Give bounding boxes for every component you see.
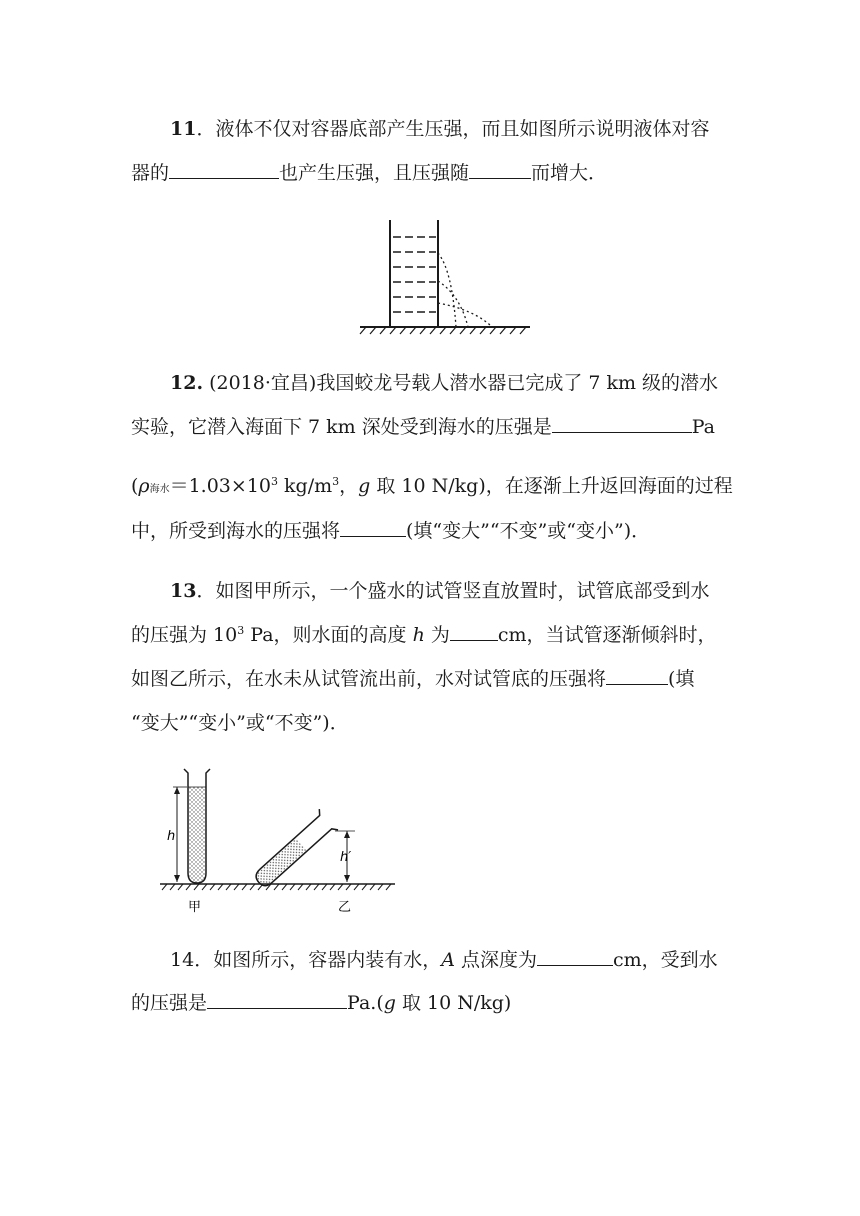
q14-text-2b: Pa.( <box>347 992 384 1014</box>
q12-text-3d: 取 10 N/kg)，在逐渐上升返回海面的过程 <box>370 475 733 497</box>
q13-text-2d: cm，当试管逐渐倾斜时， <box>497 624 717 646</box>
q11-text-1: ．液体不仅对容器底部产生压强，而且如图所示说明液体对容 <box>196 118 710 140</box>
fig-label-h-prime: h′ <box>340 850 352 865</box>
fig-label-jia: 甲 <box>188 900 202 915</box>
q13-figure <box>155 765 400 925</box>
q14-text-1b: 点深度为 <box>454 949 537 971</box>
q12-line-3: (ρ海水$=1.03\times 10^3$ $kg/m^3$，g 取 10 N/kg)，在逐渐上升返回海面的过程 <box>131 475 733 497</box>
q14-line-1 <box>170 947 718 972</box>
q13-text-1: ．如图甲所示，一个盛水的试管竖直放置时，试管底部受到水 <box>196 580 710 602</box>
q14-blank-2[interactable] <box>207 990 347 1009</box>
g-symbol: g <box>358 475 371 497</box>
q11-text-2a: 器的 <box>131 162 170 184</box>
q11-line-2 <box>131 160 607 185</box>
q11-blank-2[interactable] <box>469 160 531 179</box>
rho-subscript: 海水 <box>149 484 170 495</box>
q12-blank-2[interactable] <box>340 518 406 537</box>
q12-line-1 <box>170 371 718 395</box>
q11-number: 11 <box>170 118 197 140</box>
q14-blank-1[interactable] <box>537 947 613 966</box>
rho-symbol: ρ <box>138 475 150 497</box>
q12-line-2 <box>131 414 715 439</box>
q13-text-2a: 的压强为 10 <box>131 624 238 646</box>
fig-label-h: h <box>167 829 176 844</box>
q13-line-2 <box>131 622 717 647</box>
q13-blank-2[interactable] <box>606 666 668 685</box>
q13-text-2b: Pa，则水面的高度 <box>244 624 413 646</box>
q13-text-3a: 如图乙所示，在水未从试管流出前，水对试管底的压强将 <box>131 668 607 690</box>
q12-text-2a: 实验，它潜入海面下 7 km 深处受到海水的压强是 <box>131 416 552 438</box>
q14-text-2a: 的压强是 <box>131 992 208 1014</box>
q12-exponent-2: 3 <box>332 475 340 488</box>
h-symbol: h <box>412 624 425 646</box>
q12-text-4a: 中，所受到海水的压强将 <box>131 520 341 542</box>
q13-text-2c: 为 <box>424 624 450 646</box>
q12-text-3b: kg/m <box>278 475 333 497</box>
q13-number: 13 <box>170 580 197 602</box>
q11-figure <box>360 215 535 335</box>
fig-label-yi: 乙 <box>338 900 352 915</box>
q12-text-2b: Pa <box>691 416 716 438</box>
q13-line-3 <box>131 666 694 691</box>
q12-text-3a: ＝1.03×10 <box>169 475 271 497</box>
q12-exponent-1: 3 <box>271 475 278 488</box>
q11-text-2c: 而增大． <box>531 162 608 184</box>
q11-blank-1[interactable] <box>169 160 279 179</box>
g-symbol-2: g <box>383 992 396 1014</box>
q12-text-3c: ， <box>339 475 359 497</box>
q14-text-1c: cm，受到水 <box>612 949 718 971</box>
q14-line-2 <box>131 990 511 1015</box>
q13-text-3b: (填 <box>668 668 695 690</box>
q14-text-2c: 取 10 N/kg) <box>395 992 512 1014</box>
q12-text-4b: (填“变大”“不变”或“变小”)． <box>406 520 651 542</box>
q13-line-1 <box>170 579 709 603</box>
q14-number: 14 <box>170 949 195 971</box>
q11-text-2b: 也产生压强，且压强随 <box>279 162 470 184</box>
q14-text-1a: ．如图所示，容器内装有水， <box>194 949 442 971</box>
q12-text-1: (2018·宜昌)我国蛟龙号载人潜水器已完成了 7 km 级的潜水 <box>203 372 719 394</box>
q13-blank-1[interactable] <box>450 622 498 641</box>
point-a-symbol: A <box>441 949 455 971</box>
q12-blank-1[interactable] <box>552 414 692 433</box>
q12-number: 12. <box>170 372 204 394</box>
q11-line-1 <box>170 117 709 141</box>
q12-line-4 <box>131 518 650 543</box>
q13-line-4 <box>131 711 349 735</box>
q13-exponent: 3 <box>237 624 245 637</box>
q13-text-4: “变大”“变小”或“不变”)． <box>131 712 349 734</box>
